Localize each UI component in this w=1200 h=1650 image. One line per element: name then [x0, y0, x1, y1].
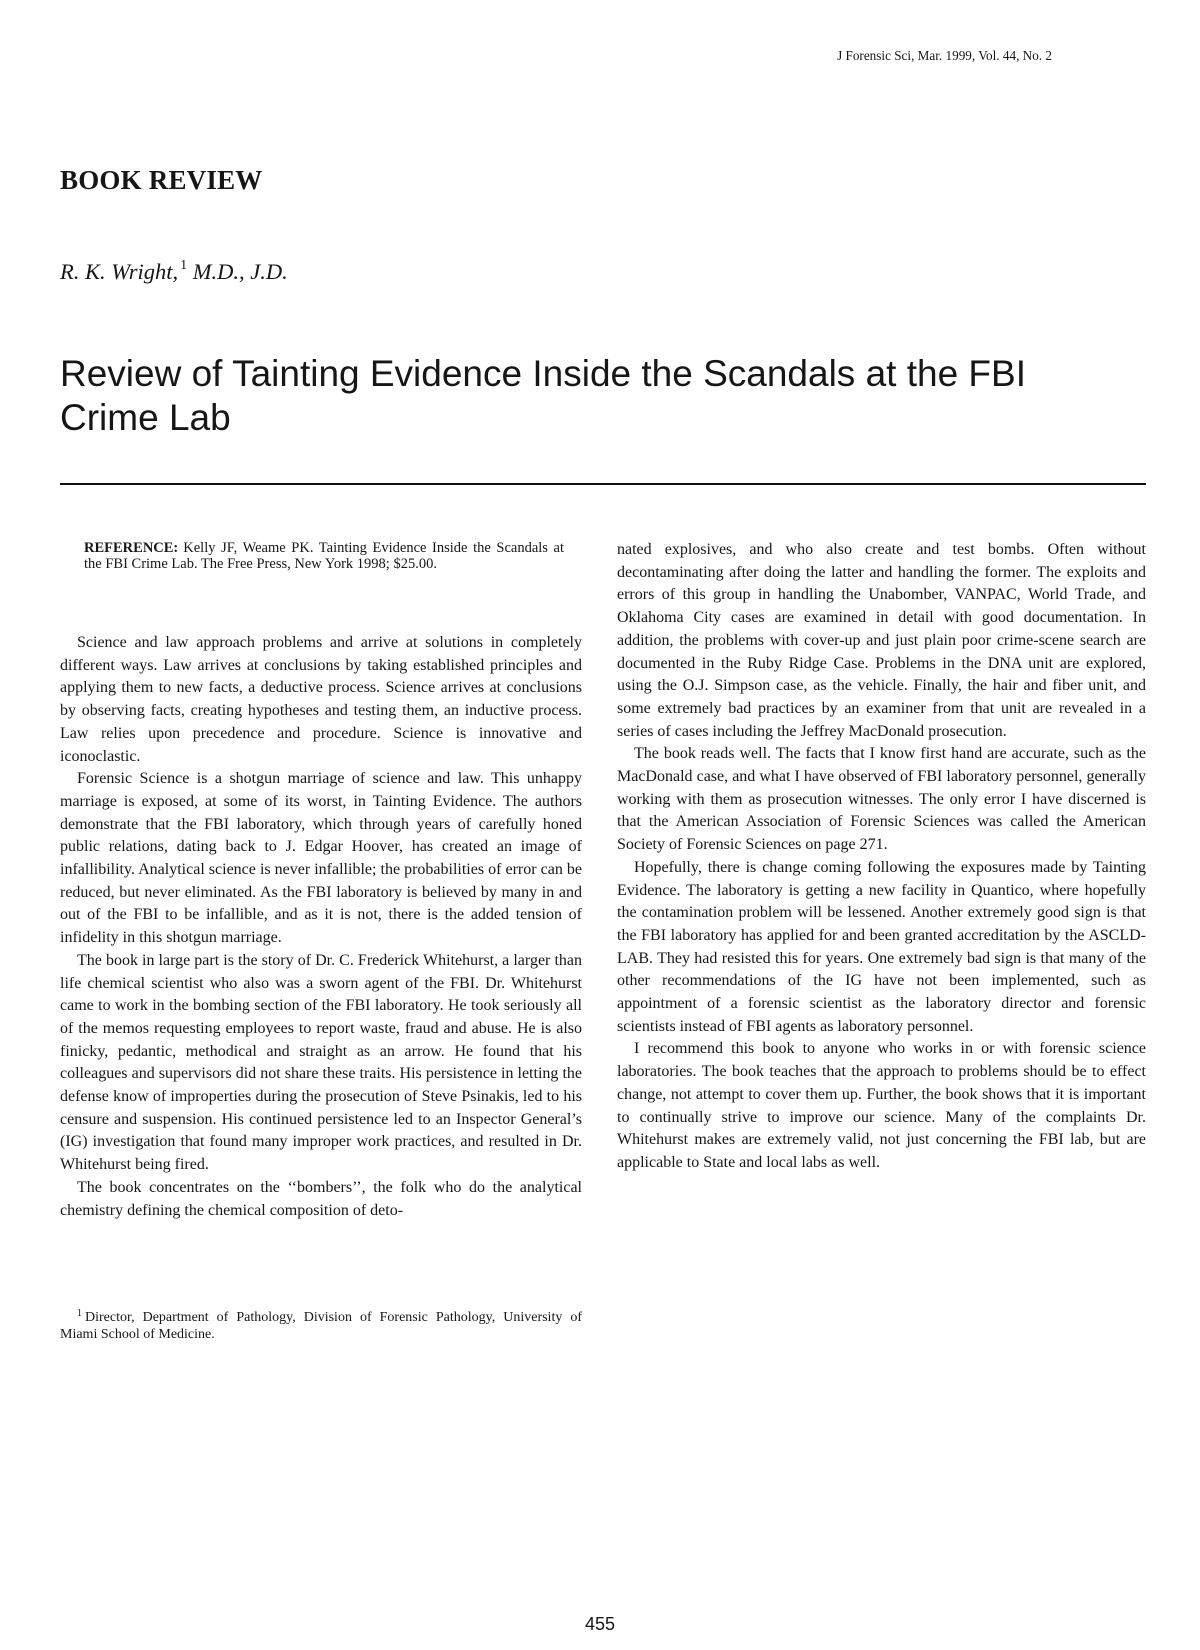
body-paragraph: I recommend this book to anyone who works in or with forensic science laboratories. The book teaches that the approach to problems should be to effect change, not attempt to cover them up. Further, the book shows that it is important to continually strive to improve our science. Many of the complaints Dr. Whitehurst makes are extremely valid, not just concerning the FBI lab, but are applicable to State and local labs as well.	[617, 1040, 1146, 1171]
body-column-left	[60, 632, 582, 1222]
author-name: R. K. Wright,	[60, 259, 179, 284]
body-paragraph: Science and law approach problems and arrive at solutions in completely different ways. Law arrives at conclusions by taking established principles and applying them to new facts, a deductive process. Science arrives at conclusions by observing facts, creating hypotheses and testing them, an inductive process. Law relies upon precedence and procedure. Science is innovative and iconoclastic.	[60, 634, 582, 765]
page-number: 455	[584, 1614, 616, 1634]
section-label: BOOK REVIEW	[60, 165, 263, 195]
body-paragraph: nated explosives, and who also create and test bombs. Often without decontaminating after doing the latter and handling the former. The exploits and errors of this group in handling the Unabomber, VANPAC, World Trade, and Oklahoma City cases are examined in detail with good documentation. In addition, the problems with cover-up and just plain poor crime-scene search are documented in the Ruby Ridge Case. Problems in the DNA unit are explored, using the O.J. Simpson case, as the vehicle. Finally, the hair and fiber unit, and some extremely bad practices by an examiner from that unit are revealed in a series of cases including the Jeffrey MacDonald prosecution.	[617, 541, 1146, 740]
article-title: Review of Tainting Evidence Inside the Scandals at the FBI Crime Lab	[60, 352, 1026, 438]
footnote-mark: 1	[77, 1308, 82, 1319]
body-column-right	[617, 539, 1146, 1175]
body-paragraph: The book in large part is the story of Dr. C. Frederick Whitehurst, a larger than life chemical scientist who also was a sworn agent of the FBI. Dr. Whitehurst came to work in the bombing section of the FBI laboratory. He took seriously all of the memos requesting employees to report waste, fraud and abuse. He is also finicky, pedantic, methodical and straight as an arrow. He found that his colleagues and supervisors did not share these traits. His persistence in letting the defense know of improperties during the prosecution of Steve Psinakis, led to his censure and suspension. His continued persistence led to an Inspector General’s (IG) investigation that found many improper work practices, and resulted in Dr. Whitehurst being fired.	[60, 951, 582, 1174]
body-paragraph: The book reads well. The facts that I know first hand are accurate, such as the MacDonald case, and what I have observed of FBI laboratory personnel, generally working with them as prosecution witnesses. The only error I have discerned is that the American Association of Forensic Sciences was called the American Society of Forensic Sciences on page 271.	[617, 745, 1146, 854]
title-divider	[60, 483, 1146, 485]
author-footnote	[60, 1305, 582, 1343]
reference-block	[84, 540, 564, 573]
journal-citation: J Forensic Sci, Mar. 1999, Vol. 44, No. 2	[837, 48, 1052, 63]
body-paragraph: The book concentrates on the ‘‘bombers’’, the folk who do the analytical chemistry defining the chemical composition of deto-	[60, 1178, 582, 1219]
reference-label: REFERENCE:	[84, 540, 179, 556]
footnote-text: Director, Department of Pathology, Division of Forensic Pathology, University of Miami School of Medicine.	[60, 1310, 582, 1342]
author-degrees: M.D., J.D.	[192, 259, 288, 284]
body-paragraph: Forensic Science is a shotgun marriage of science and law. This unhappy marriage is exposed, at some of its worst, in Tainting Evidence. The authors demonstrate that the FBI laboratory, which through years of carefully honed public relations, dating back to J. Edgar Hoover, has created an image of infallibility. Analytical science is never infallible; the probabilities of error can be reduced, but never eliminated. As the FBI laboratory is believed by many in and out of the FBI to be infallible, and as it is not, there is the added tension of infidelity in this shotgun marriage.	[60, 770, 582, 947]
author-line	[60, 258, 288, 285]
author-footnote-mark: 1	[180, 258, 188, 273]
body-paragraph: Hopefully, there is change coming following the exposures made by Tainting Evidence. The laboratory is getting a new facility in Quantico, where hopefully the contamination problem will be lessened. Another extremely good sign is that the FBI laboratory has applied for and been granted accreditation by the ASCLD-LAB. They had resisted this for years. One extremely bad sign is that many of the other recommendations of the IG have not been implemented, such as appointment of a forensic scientist as the laboratory director and forensic scientists instead of FBI agents as laboratory personnel.	[617, 858, 1146, 1035]
reference-text: Kelly JF, Weame PK. Tainting Evidence Inside the Scandals at the FBI Crime Lab. The Free Press, New York 1998; $25.00.	[84, 540, 564, 573]
